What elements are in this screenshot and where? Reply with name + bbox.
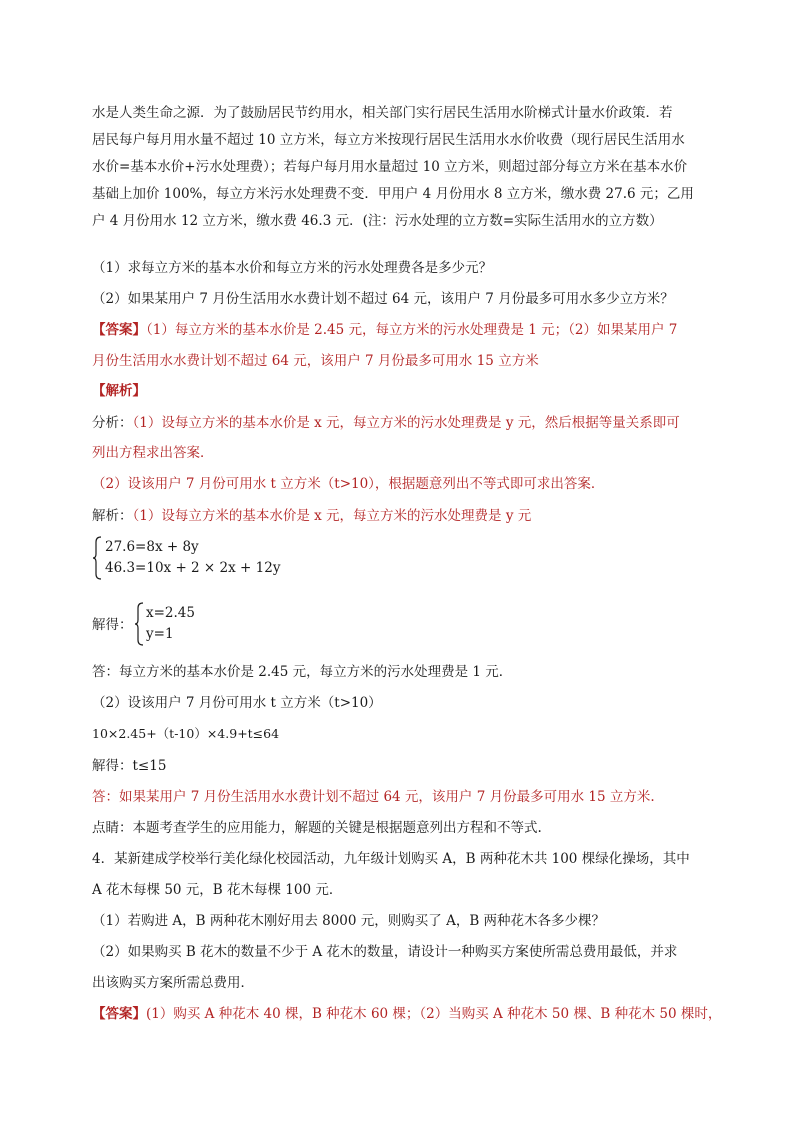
jiexi-text: （1）设每立方米的基本水价是 x 元，每立方米的污水处理费是 y 元	[132, 508, 532, 524]
analysis-label: 【解析】	[92, 383, 146, 399]
system-1-equation-2: 46.3=10x + 2 × 2x + 12y	[105, 560, 281, 576]
answer-text: (1）购买 A 种花木 40 棵，B 种花木 60 棵；（2）当购买 A 种花木 50 棵、B 种花木 50 棵时，	[146, 1006, 722, 1022]
fenxi-line-2: 列出方程求出答案．	[92, 445, 214, 461]
problem-4-question-2-line-1: （2）如果购买 B 花木的数量不少于 A 花木的数量，请设计一种购买方案使所需总费用最低，并求	[92, 944, 678, 960]
conclusion-2: 答：如果某用户 7 月份生活用水水费计划不超过 64 元，该用户 7 月份最多可用水 15 立方米.	[92, 789, 655, 805]
problem-4-question-1: （1）若购进 A，B 两种花木刚好用去 8000 元，则购买了 A，B 两种花木各多少棵？	[92, 913, 606, 929]
conclusion-1: 答：每立方米的基本水价是 2.45 元，每立方米的污水处理费是 1 元．	[92, 664, 513, 680]
answer-label: 【答案】	[92, 322, 146, 338]
part2-setup: （2）设该用户 7 月份可用水 t 立方米（t>10）	[92, 695, 382, 711]
jiexi-line-1	[92, 507, 531, 525]
question-2: （2）如果某用户 7 月份生活用水水费计划不超过 64 元，该用户 7 月份最多可用水多少立方米？	[92, 291, 674, 307]
fenxi-text: （1）设每立方米的基本水价是 x 元，每立方米的污水处理费是 y 元，然后根据等量关系即可	[132, 415, 680, 431]
problem-text-line: 户 4 月份用水 12 立方米，缴水费 46.3 元．(注：污水处理的立方数=实际生活用水的立方数）	[92, 213, 663, 229]
answer-line-2: 月份生活用水水费计划不超过 64 元，该用户 7 月份最多可用水 15 立方米	[92, 353, 539, 369]
problem-4-line-2: A 花木每棵 50 元，B 花木每棵 100 元．	[92, 882, 343, 898]
left-brace-icon	[92, 536, 102, 580]
problem-text-line: 基础上加价 100%，每立方米污水处理费不变．甲用户 4 月份用水 8 立方米，缴水费 27.6 元；乙用	[92, 186, 694, 202]
problem-text-line: 居民每户每月用水量不超过 10 立方米，每立方米按现行居民生活用水水价收费（现行居民生活用水	[92, 132, 685, 148]
answer-line-1	[92, 321, 677, 339]
fenxi-prefix: 分析：	[92, 415, 133, 431]
problem-4-answer-line	[92, 1005, 721, 1023]
question-1: （1）求每立方米的基本水价和每立方米的污水处理费各是多少元？	[92, 260, 493, 276]
answer-label: 【答案】	[92, 1006, 146, 1022]
problem-4-line-1: 4．某新建成学校举行美化绿化校园活动，九年级计划购买 A，B 两种花木共 100 棵绿化操场，其中	[92, 851, 690, 867]
jiede-label: 解得：	[92, 617, 133, 633]
left-brace-icon	[134, 602, 144, 646]
answer-text: （1）每立方米的基本水价是 2.45 元，每立方米的污水处理费是 1 元；（2）如果某用户 7	[146, 322, 678, 338]
inequality: 10×2.45+（t-10）×4.9+t≤64	[92, 726, 280, 741]
problem-4-question-2-line-2: 出该购买方案所需总费用．	[92, 975, 254, 991]
jiede-2: 解得：t≤15	[92, 758, 167, 774]
fenxi-line-3: （2）设该用户 7 月份可用水 t 立方米（t>10），根据题意列出不等式即可求出答案．	[92, 476, 605, 492]
problem-text-line: 水是人类生命之源．为了鼓励居民节约用水，相关部门实行居民生活用水阶梯式计量水价政策．若	[92, 105, 673, 121]
dianjing: 点睛：本题考查学生的应用能力，解题的关键是根据题意列出方程和不等式.	[92, 820, 542, 836]
jiexi-prefix: 解析：	[92, 508, 133, 524]
fenxi-line-1	[92, 414, 680, 432]
equation-system-2	[134, 602, 254, 648]
system-1-equation-1: 27.6=8x + 8y	[105, 539, 199, 555]
solution-y: y=1	[146, 626, 174, 642]
problem-text-line: 水价=基本水价+污水处理费）；若每户每月用水量超过 10 立方米，则超过部分每立方米在基本水价	[92, 159, 688, 175]
equation-system-1	[92, 536, 312, 582]
solution-x: x=2.45	[146, 605, 195, 621]
